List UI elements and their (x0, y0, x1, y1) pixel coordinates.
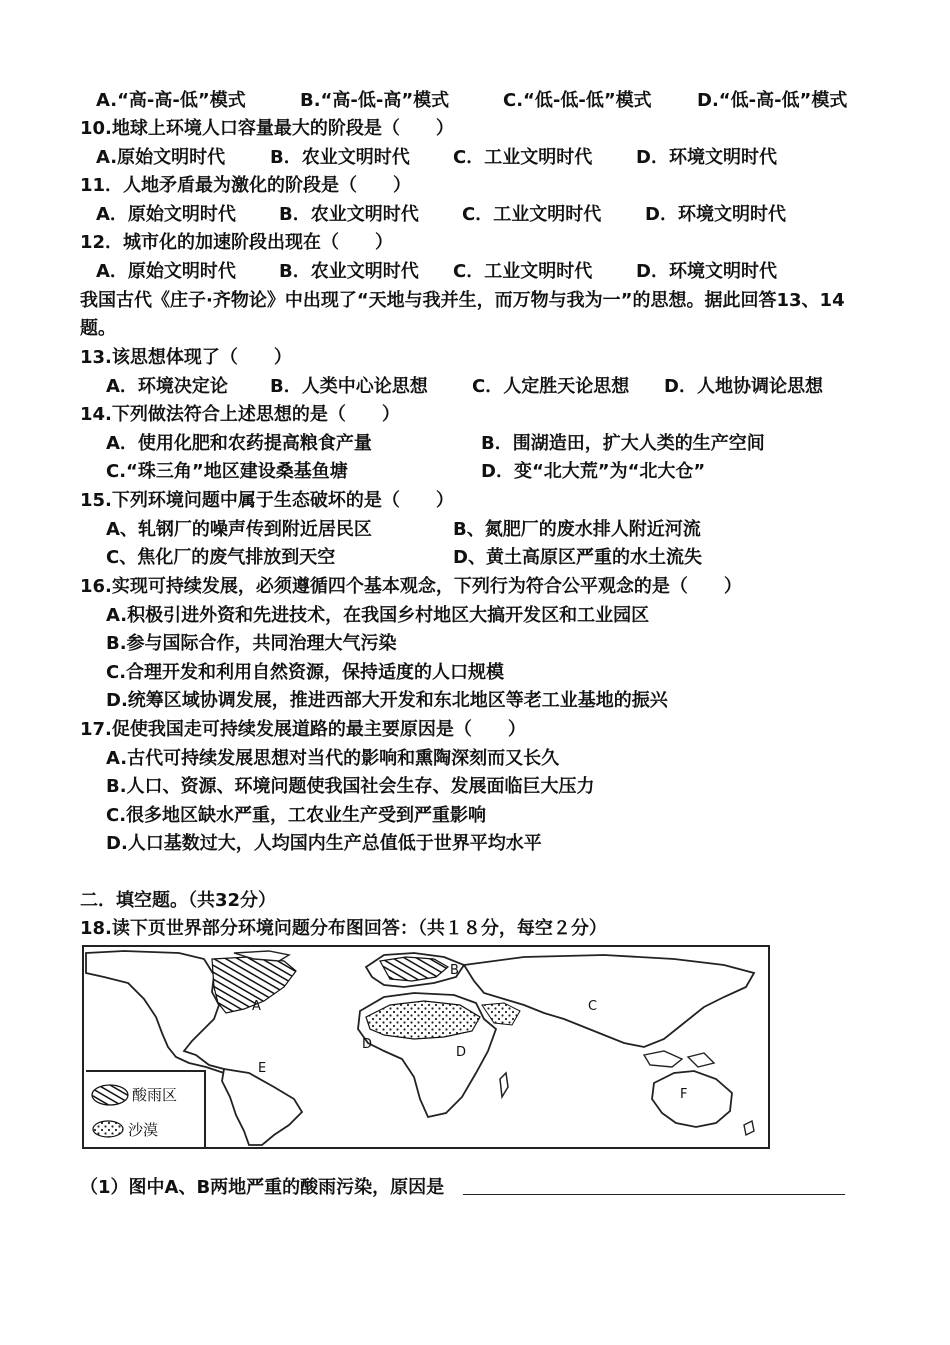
q13-option-d: D．人地协调论思想 (664, 376, 823, 397)
map-label-e: E (258, 1061, 267, 1076)
q16-option-a: A.积极引进外资和先进技术，在我国乡村地区大搞开发区和工业园区 (106, 605, 650, 626)
q15-option-d: D、黄土高原区严重的水土流失 (453, 547, 702, 568)
q9-option-a: A.“高-高-低”模式 (96, 90, 246, 111)
q10-option-b: B．农业文明时代 (270, 147, 410, 168)
q13-option-a: A．环境决定论 (106, 376, 228, 397)
map-legend (86, 1070, 206, 1147)
legend-desert-swatch (93, 1121, 123, 1137)
q10-option-a: A.原始文明时代 (96, 147, 226, 168)
q15-option-a: A、轧钢厂的噪声传到附近居民区 (106, 519, 372, 540)
south-america-outline (222, 1069, 302, 1145)
map-label-a: A (252, 999, 261, 1014)
q11-option-d: D．环境文明时代 (645, 204, 786, 225)
q12-stem: 12．城市化的加速阶段出现在（ ） (80, 232, 394, 253)
q17-stem: 17.促使我国走可持续发展道路的最主要原因是（ ） (80, 719, 526, 740)
map-label-d-east: D (456, 1045, 467, 1060)
q10-stem: 10.地球上环境人口容量最大的阶段是（ ） (80, 118, 454, 139)
map-label-f: F (680, 1087, 688, 1102)
q17-option-c: C.很多地区缺水严重，工农业生产受到严重影响 (106, 805, 487, 826)
q11-option-b: B．农业文明时代 (279, 204, 419, 225)
q16-stem: 16.实现可持续发展，必须遵循四个基本观念，下列行为符合公平观念的是（ ） (80, 576, 742, 597)
q18-1-answer-blank[interactable] (463, 1194, 845, 1195)
map-label-b: B (450, 963, 459, 978)
q14-option-d: D．变“北大荒”为“北大仓” (481, 461, 706, 482)
q16-option-c: C.合理开发和利用自然资源，保持适度的人口规模 (106, 662, 505, 683)
q11-option-c: C．工业文明时代 (462, 204, 602, 225)
q17-option-a: A.古代可持续发展思想对当代的影响和熏陶深刻而又长久 (106, 748, 560, 769)
q18-stem: 18.读下页世界部分环境问题分布图回答：（共１８分，每空２分） (80, 918, 607, 939)
world-environment-map (82, 945, 770, 1149)
q14-stem: 14.下列做法符合上述思想的是（ ） (80, 404, 400, 425)
q15-stem: 15.下列环境问题中属于生态破坏的是（ ） (80, 490, 454, 511)
q17-option-b: B.人口、资源、环境问题使我国社会生存、发展面临巨大压力 (106, 776, 595, 797)
q13-stem: 13.该思想体现了（ ） (80, 347, 292, 368)
legend-acid-rain-label: 酸雨区 (132, 1086, 178, 1104)
north-america-outline (86, 951, 234, 1077)
q18-1-stem: （1）图中A、B两地严重的酸雨污染，原因是 (80, 1177, 445, 1198)
q13-option-b: B．人类中心论思想 (270, 376, 428, 397)
q9-option-d: D.“低-高-低”模式 (697, 90, 848, 111)
q17-option-d: D.人口基数过大，人均国内生产总值低于世界平均水平 (106, 833, 542, 854)
madagascar-outline (500, 1073, 508, 1097)
q10-option-d: D．环境文明时代 (636, 147, 777, 168)
map-label-c: C (588, 999, 598, 1014)
intro-13-14-line1: 我国古代《庄子·齐物论》中出现了“天地与我并生，而万物与我为一”的思想。据此回答13、14 (80, 290, 845, 311)
q13-option-c: C．人定胜天论思想 (472, 376, 630, 397)
q12-option-c: C．工业文明时代 (453, 261, 593, 282)
legend-desert-label: 沙漠 (128, 1121, 159, 1139)
new-zealand-outline (744, 1121, 754, 1135)
q9-option-c: C.“低-低-低”模式 (503, 90, 652, 111)
q15-option-b: B、氮肥厂的废水排人附近河流 (453, 519, 701, 540)
islands-outline (644, 1051, 714, 1067)
map-label-d-west: D (362, 1037, 373, 1052)
legend-acid-rain-swatch (92, 1085, 128, 1105)
australia-outline (652, 1071, 732, 1127)
q12-option-a: A．原始文明时代 (96, 261, 236, 282)
q14-option-c: C.“珠三角”地区建设桑基鱼塘 (106, 461, 348, 482)
q12-option-d: D．环境文明时代 (636, 261, 777, 282)
asia-outline (464, 955, 754, 1047)
q16-option-d: D.统筹区域协调发展，推进西部大开发和东北地区等老工业基地的振兴 (106, 690, 668, 711)
q12-option-b: B．农业文明时代 (279, 261, 419, 282)
q16-option-b: B.参与国际合作，共同治理大气污染 (106, 633, 397, 654)
intro-13-14-line2: 题。 (80, 318, 116, 339)
section2-title: 二．填空题。（共32分） (80, 890, 277, 911)
q10-option-c: C．工业文明时代 (453, 147, 593, 168)
q11-stem: 11．人地矛盾最为激化的阶段是（ ） (80, 175, 412, 196)
q15-option-c: C、焦化厂的废气排放到天空 (106, 547, 336, 568)
q14-option-a: A．使用化肥和农药提高粮食产量 (106, 433, 372, 454)
q11-option-a: A．原始文明时代 (96, 204, 236, 225)
q14-option-b: B．围湖造田，扩大人类的生产空间 (481, 433, 765, 454)
q9-option-b: B.“高-低-高”模式 (300, 90, 450, 111)
